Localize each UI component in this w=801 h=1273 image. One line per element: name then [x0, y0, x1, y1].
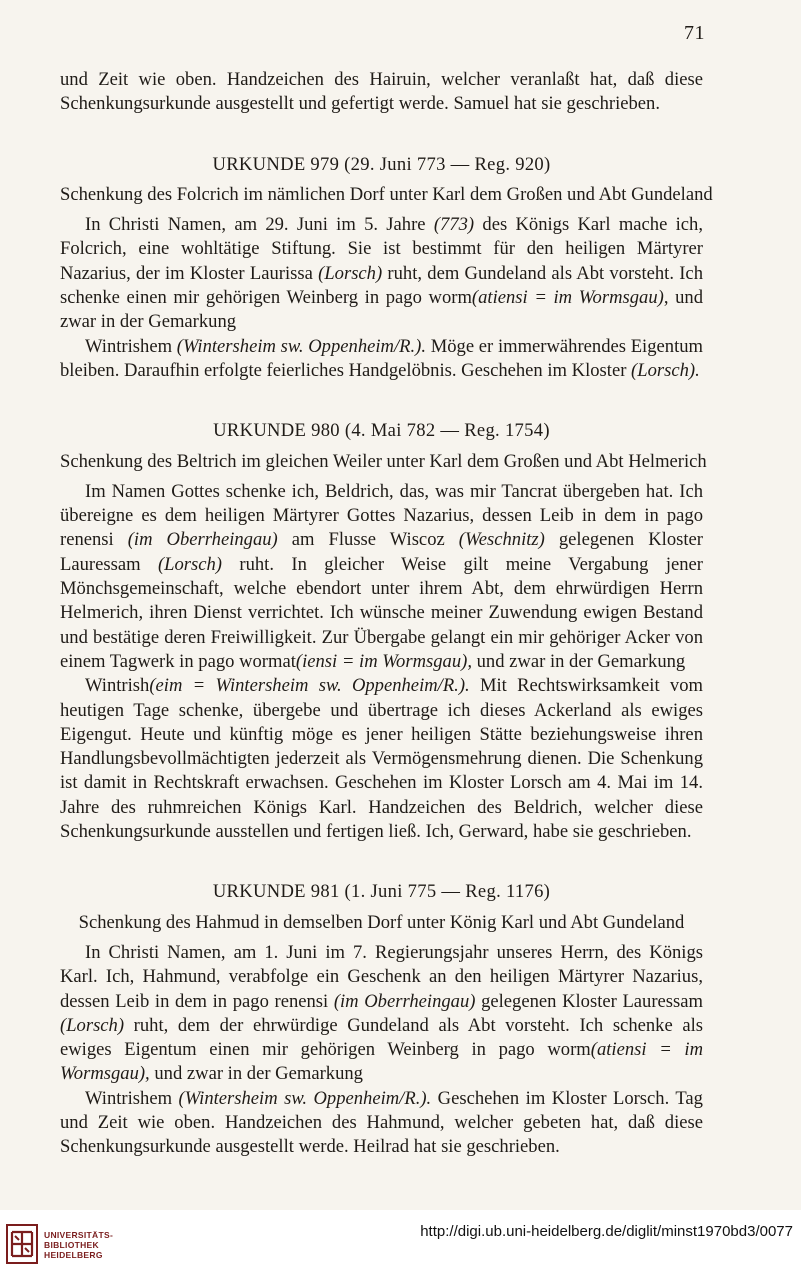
- urkunde-979-paragraph-1: In Christi Namen, am 29. Juni im 5. Jahre (773) des Königs Karl mache ich, Folcrich, eine wohltätige Stiftung. Sie ist bestimmt für den heiligen Märtyrer Nazarius, der im Kloster Laurissa (Lorsch) ruht, dem Gundeland als Abt vorsteht. Ich schenke einen mir gehörigen Weinberg in pago worm(atiensi = im Wormsgau), und zwar in der Gemarkung: [60, 214, 703, 333]
- page-number: 71: [684, 22, 705, 44]
- urkunde-979: [60, 153, 713, 384]
- urkunde-981-subtitle: Schenkung des Hahmud in demselben Dorf unter König Karl und Abt Gundeland: [78, 911, 685, 933]
- library-name: UNIVERSITÄTS- BIBLIOTHEK HEIDELBERG: [44, 1230, 114, 1260]
- urkunde-980-subtitle: Schenkung des Beltrich im gleichen Weiler unter Karl dem Großen und Abt Helmerich: [60, 450, 707, 472]
- urkunde-981-title: URKUNDE 981 (1. Juni 775 — Reg. 1176): [212, 881, 551, 903]
- urkunde-981: [60, 880, 703, 1159]
- urkunde-980-paragraph-1: Im Namen Gottes schenke ich, Beldrich, das, was mir Tancrat übergeben hat. Ich übereigne es dem heiligen Märtyrer Gottes Nazarius, dessen Leib in dem in pago renensi (im Oberrheingau) am Flusse Wiscoz (Weschnitz) gelegenen Kloster Lauressam (Lorsch) ruht. In gleicher Weise gilt meine Vergabung jener Mönchsgemeinschaft, welche ebendort unter ihrem Abt, dem ehrwürdigen Herrn Helmerich, ihren Dienst verrichtet. Ich wünsche meiner Zuwendung ewigen Bestand und bestätige deren Freiwilligkeit. Zur Übergabe gelangt ein mir gehöriger Acker von einem Tagwerk in pago wormat(iensi = im Wormsgau), und zwar in der Gemarkung: [60, 480, 703, 672]
- urkunde-979-subtitle: Schenkung des Folcrich im nämlichen Dorf unter Karl dem Großen und Abt Gundeland: [60, 183, 713, 205]
- page-text: [60, 68, 713, 1160]
- urkunde-979-paragraph-2: Wintrishem (Wintersheim sw. Oppenheim/R.). Möge er immerwährendes Eigentum bleiben. Daraufhin erfolgte feierliches Handgelöbnis. Geschehen im Kloster (Lorsch).: [60, 335, 703, 381]
- urkunde-981-paragraph-2: Wintrishem (Wintersheim sw. Oppenheim/R.). Geschehen im Kloster Lorsch. Tag und Zeit wie oben. Handzeichen des Hahmund, welcher gebeten hat, daß diese Schenkungsurkunde ausgestellt werde. Heilrad hat sie geschrieben.: [60, 1087, 703, 1158]
- intro-paragraph: und Zeit wie oben. Handzeichen des Hairuin, welcher veranlaßt hat, daß diese Schenkungsurkunde ausgestellt und gefertigt werde. Samuel hat sie geschrieben.: [60, 69, 703, 115]
- footer: [0, 1210, 801, 1273]
- urkunde-980-paragraph-2: Wintrish(eim = Wintersheim sw. Oppenheim/R.). Mit Rechtswirksamkeit vom heutigen Tage schenke, übergebe und übertrage ich dieses Ackerland als ewiges Eigengut. Heute und künftig möge es jener heiligen Stätte beziehungsweise ihren Handlungsbevollmächtigten jederzeit als Vermögensmehrung dienen. Die Schenkung ist damit in Rechtskraft erwachsen. Geschehen im Kloster Lorsch am 4. Mai im 14. Jahre des ruhmreichen Königs Karl. Handzeichen des Beldrich, welcher diese Schenkungsurkunde ausstellen und fertigen ließ. Ich, Gerward, habe sie geschrieben.: [60, 675, 703, 843]
- urkunde-980: [60, 419, 707, 844]
- source-url-link[interactable]: http://digi.ub.uni-heidelberg.de/diglit/minst1970bd3/0077: [420, 1223, 793, 1240]
- urkunde-980-title: URKUNDE 980 (4. Mai 782 — Reg. 1754): [213, 420, 550, 442]
- urkunde-981-paragraph-1: In Christi Namen, am 1. Juni im 7. Regierungsjahr unseres Herrn, des Königs Karl. Ich, Hahmund, verabfolge ein Geschenk an den heiligen Märtyrer Nazarius, dessen Leib in dem in pago renensi (im Oberrheingau) gelegenen Kloster Lauressam (Lorsch) ruht, dem der ehrwürdige Gundeland als Abt vorsteht. Ich schenke als ewiges Eigentum einen mir gehörigen Weinberg in pago worm(atiensi = im Wormsgau), und zwar in der Gemarkung: [60, 941, 703, 1085]
- urkunde-979-title: URKUNDE 979 (29. Juni 773 — Reg. 920): [212, 153, 551, 175]
- university-library-logo-icon: [6, 1224, 38, 1264]
